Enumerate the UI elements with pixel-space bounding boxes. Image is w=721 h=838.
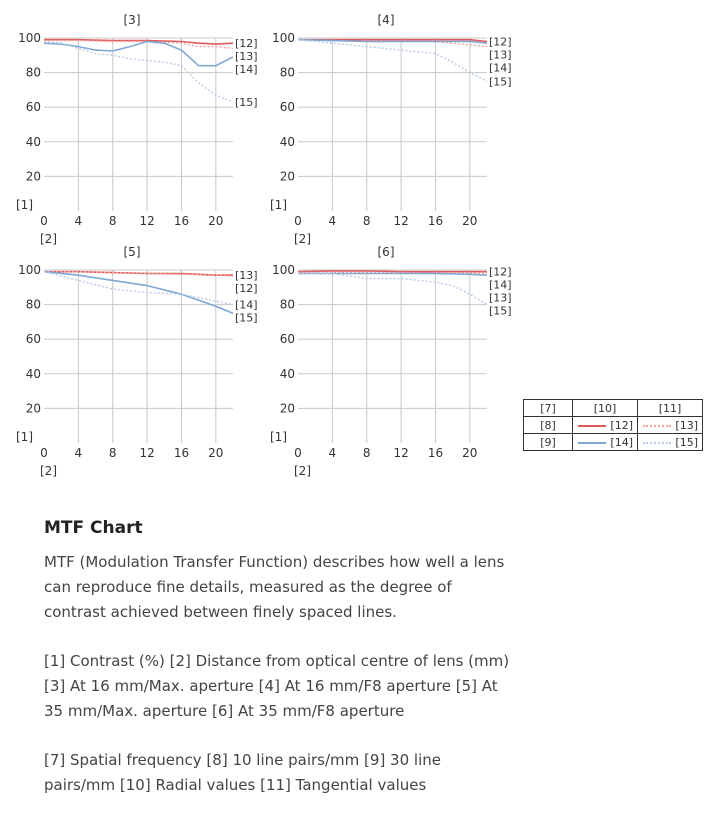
legend-row-30lp: [524, 434, 703, 451]
legend-30lp-tangential-label: [15]: [675, 435, 698, 449]
y-tick-label: 60: [279, 100, 295, 115]
y-axis-label: [1]: [16, 198, 33, 212]
x-tick-label: 16: [173, 214, 190, 228]
series-line: [298, 274, 487, 305]
legend-row-10lp: [524, 417, 703, 434]
series-label: [13]: [489, 48, 512, 62]
series-line: [44, 42, 233, 66]
x-axis-label: [2]: [40, 232, 57, 246]
y-tick-label: 80: [25, 297, 41, 312]
x-tick-label: 0: [294, 214, 302, 228]
series-label: [12]: [489, 35, 512, 49]
legend-30lp-radial: [573, 434, 638, 451]
series-label: [15]: [489, 75, 512, 89]
legend-tangential-header: [11]: [638, 400, 703, 417]
series-label: [15]: [235, 311, 258, 325]
y-tick-label: 80: [25, 65, 41, 80]
x-tick-label: 0: [294, 446, 302, 460]
chart-title: [4]: [377, 13, 395, 27]
chart-title: [5]: [123, 245, 141, 259]
y-tick-label: 20: [279, 401, 295, 416]
y-tick-label: 60: [25, 100, 41, 115]
series-label: [12]: [235, 37, 258, 51]
series-line: [44, 42, 233, 103]
series-label: [14]: [489, 278, 512, 292]
x-axis-label: [2]: [294, 464, 311, 478]
y-tick-label: 100: [272, 263, 295, 277]
dotted-blue-swatch: [643, 442, 671, 444]
y-tick-label: 80: [279, 297, 295, 312]
legend-30lp-tangential: [638, 434, 703, 451]
x-tick-label: 12: [139, 446, 155, 460]
series-label: [13]: [235, 269, 258, 283]
series-line: [298, 40, 487, 82]
legend-10lp-radial: [573, 417, 638, 434]
x-tick-label: 20: [462, 214, 478, 228]
y-tick-label: 60: [279, 332, 295, 347]
series-label: [14]: [235, 63, 258, 77]
x-tick-label: 0: [40, 446, 48, 460]
x-tick-label: 12: [139, 214, 155, 228]
y-tick-label: 20: [279, 169, 295, 184]
x-tick-label: 8: [108, 214, 117, 228]
y-tick-label: 40: [25, 134, 41, 149]
section-heading: MTF Chart: [44, 518, 143, 538]
intro-paragraph: MTF (Modulation Transfer Function) describes how well a lens can reproduce fine details, measured as the degree of contrast achieved between finely spaced lines.: [44, 553, 505, 621]
legend-10lp-tangential: [638, 417, 703, 434]
series-line: [298, 271, 487, 272]
y-tick-label: 40: [279, 366, 295, 381]
chart-title: [3]: [123, 13, 141, 27]
x-tick-label: 4: [74, 214, 83, 228]
y-tick-label: 40: [25, 366, 41, 381]
y-tick-label: 100: [272, 31, 295, 45]
y-tick-label: 80: [279, 65, 295, 80]
legend-30lp-label: [9]: [524, 434, 573, 451]
series-label: [15]: [235, 96, 258, 110]
x-tick-label: 20: [462, 446, 478, 460]
x-tick-label: 4: [74, 446, 83, 460]
legend-10lp-tangential-label: [13]: [675, 418, 698, 432]
y-tick-label: 100: [18, 263, 41, 277]
x-tick-label: 16: [427, 214, 444, 228]
legend-header-row: [524, 400, 703, 417]
x-tick-label: 20: [208, 446, 224, 460]
legend-spatial-frequency: [7]: [524, 400, 573, 417]
x-tick-label: 4: [328, 446, 337, 460]
series-label: [14]: [489, 61, 512, 75]
x-tick-label: 16: [173, 446, 190, 460]
x-tick-label: 8: [108, 446, 117, 460]
y-axis-label: [1]: [270, 198, 287, 212]
series-label: [12]: [489, 265, 512, 279]
x-tick-label: 16: [427, 446, 444, 460]
x-tick-label: 4: [328, 214, 337, 228]
key-paragraph-2: [7] Spatial frequency [8] 10 line pairs/mm [9] 30 line pairs/mm [10] Radial values [11] Tangential values: [44, 751, 441, 794]
chart-title: [6]: [377, 245, 395, 259]
x-axis-label: [2]: [40, 464, 57, 478]
legend-radial-header: [10]: [573, 400, 638, 417]
series-line: [44, 272, 233, 314]
x-tick-label: 20: [208, 214, 224, 228]
series-label: [12]: [235, 282, 258, 296]
y-tick-label: 100: [18, 31, 41, 45]
x-axis-label: [2]: [294, 232, 311, 246]
key-paragraph-1: [1] Contrast (%) [2] Distance from optical centre of lens (mm) [3] At 16 mm/Max. aperture [4] At 16 mm/F8 aperture [5] At 35 mm/Max. aperture [6] At 35 mm/F8 aperture: [44, 652, 510, 720]
x-tick-label: 0: [40, 214, 48, 228]
legend-10lp-radial-label: [12]: [610, 418, 633, 432]
series-label: [13]: [489, 291, 512, 305]
x-tick-label: 8: [362, 214, 371, 228]
y-tick-label: 20: [25, 401, 41, 416]
x-tick-label: 12: [393, 214, 409, 228]
legend-table: [523, 399, 703, 451]
x-tick-label: 8: [362, 446, 371, 460]
solid-red-swatch: [578, 425, 606, 427]
legend-10lp-label: [8]: [524, 417, 573, 434]
y-axis-label: [1]: [16, 430, 33, 444]
series-line: [44, 272, 233, 305]
x-tick-label: 12: [393, 446, 409, 460]
solid-blue-swatch: [578, 442, 606, 444]
y-tick-label: 40: [279, 134, 295, 149]
dotted-red-swatch: [643, 425, 671, 427]
series-label: [15]: [489, 304, 512, 318]
series-label: [13]: [235, 50, 258, 64]
series-label: [14]: [235, 298, 258, 312]
legend-30lp-radial-label: [14]: [610, 435, 633, 449]
y-axis-label: [1]: [270, 430, 287, 444]
description: [44, 518, 514, 822]
y-tick-label: 60: [25, 332, 41, 347]
y-tick-label: 20: [25, 169, 41, 184]
